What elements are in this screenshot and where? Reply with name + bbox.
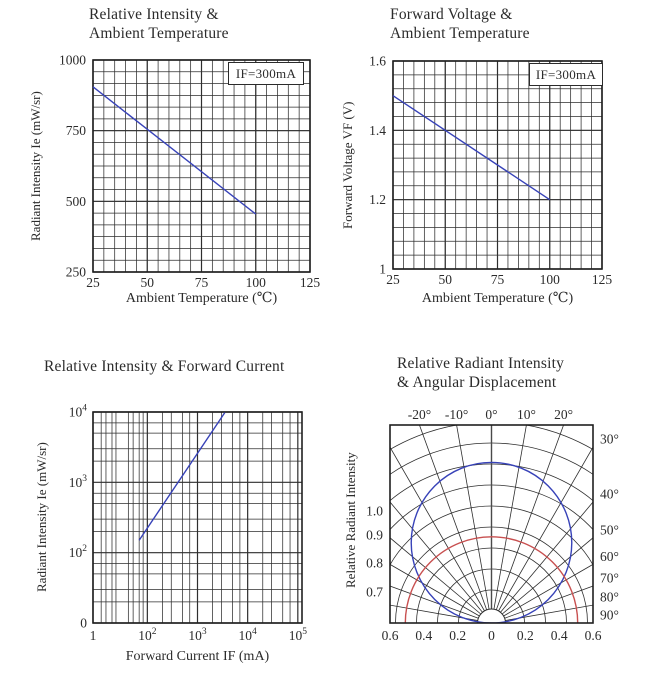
- left-intensity-label: 0.9: [366, 527, 383, 543]
- x-tick-label: 100: [245, 275, 266, 290]
- chart4-y-axis-label: Relative Radiant Intensity: [343, 452, 358, 588]
- polar-spoke: [196, 571, 478, 621]
- series-line: [93, 87, 256, 214]
- chart3-title: Relative Intensity & Forward Current: [44, 358, 285, 375]
- x-tick-label: 100: [539, 272, 560, 287]
- y-tick-label: $10^4$: [68, 403, 87, 420]
- right-angle-label: 60°: [600, 548, 619, 564]
- chart1-title: [89, 5, 229, 43]
- right-angle-label: 70°: [600, 570, 619, 586]
- chart1-condition-legend: IF=300mA: [228, 62, 304, 85]
- chart1-title-line2: Ambient Temperature: [89, 25, 229, 42]
- series-line: [393, 96, 550, 200]
- linear-chart-1: [59, 53, 320, 291]
- left-intensity-label: 0.7: [366, 584, 383, 600]
- x-tick-label: 125: [299, 275, 321, 290]
- bottom-radius-label: 0.4: [415, 628, 433, 643]
- top-angle-label: 0°: [485, 407, 498, 422]
- left-intensity-label: 1.0: [366, 503, 383, 519]
- top-angle-label: -20°: [407, 407, 432, 422]
- x-tick-label: 75: [194, 275, 209, 290]
- bottom-radius-label: 0: [488, 628, 495, 643]
- top-angle-label: 20°: [554, 407, 574, 422]
- right-angle-label: 40°: [600, 486, 619, 502]
- x-tick-label: $10^4$: [238, 627, 257, 643]
- x-tick-label: 25: [386, 272, 400, 287]
- y-tick-label: 1000: [59, 52, 86, 68]
- x-tick-label: $10^3$: [188, 627, 207, 643]
- left-intensity-label: 0.8: [366, 555, 383, 571]
- right-angle-label: 30°: [600, 431, 619, 447]
- bottom-radius-label: 0.2: [449, 628, 467, 643]
- chart2-condition-legend: IF=300mA: [529, 63, 603, 86]
- top-angle-label: 10°: [516, 407, 536, 422]
- polar-spoke: [505, 571, 645, 621]
- polar-spoke: [502, 430, 645, 614]
- y-tick-label: $10^2$: [68, 544, 87, 561]
- x-tick-label: 75: [490, 272, 505, 287]
- chart2-y-axis-label: Forward Voltage VF (V): [340, 101, 355, 229]
- chart4-title-line2: & Angular Displacement: [397, 374, 557, 391]
- top-angle-label: -10°: [444, 407, 469, 422]
- x-tick-label: 50: [438, 272, 452, 287]
- y-tick-label: 250: [65, 264, 86, 280]
- bottom-radius-label: 0.4: [550, 628, 568, 643]
- chart1-x-axis-label: Ambient Temperature (℃): [125, 291, 278, 306]
- chart4-title: [397, 354, 564, 392]
- polar-arc: [312, 443, 645, 683]
- x-tick-label: 125: [591, 272, 613, 287]
- chart1-title-line1: Relative Intensity &: [89, 6, 219, 23]
- chart3-x-axis-label: Forward Current IF (mA): [125, 649, 270, 664]
- x-tick-label: $10^2$: [138, 627, 157, 643]
- x-tick-label: 25: [86, 275, 100, 290]
- chart3-y-axis-label: Radiant Intensity Ie (mW/sr): [34, 442, 49, 593]
- chart4-title-line1: Relative Radiant Intensity: [397, 355, 565, 372]
- polar-arc: [333, 464, 645, 683]
- chart2-title-line2: Ambient Temperature: [390, 25, 530, 42]
- series-line: [139, 413, 225, 541]
- y-tick-label: 1: [379, 261, 386, 277]
- y-tick-label: 500: [65, 193, 86, 209]
- x-tick-label: 50: [140, 275, 154, 290]
- polar-spoke: [499, 363, 642, 611]
- linear-chart-2: [369, 54, 612, 288]
- chart2-title-line1: Forward Voltage &: [390, 6, 513, 23]
- bottom-radius-label: 0.6: [381, 628, 399, 643]
- right-angle-label: 90°: [600, 607, 619, 623]
- y-tick-label: 0: [80, 615, 87, 631]
- x-tick-label: 1: [89, 628, 97, 643]
- bottom-radius-label: 0.2: [516, 628, 534, 643]
- y-tick-label: 1.6: [369, 53, 386, 69]
- polar-spoke: [342, 363, 485, 611]
- polar-spoke: [500, 393, 645, 612]
- right-angle-label: 50°: [600, 522, 619, 538]
- loglog-chart: [69, 404, 307, 644]
- y-tick-label: 1.2: [369, 192, 386, 208]
- chart2-title: [390, 5, 530, 43]
- x-tick-label: $10^5$: [288, 627, 307, 643]
- y-tick-label: 1.4: [369, 122, 386, 138]
- right-angle-label: 80°: [600, 589, 619, 605]
- y-tick-label: 750: [65, 123, 86, 139]
- y-tick-label: $10^3$: [68, 473, 87, 490]
- chart1-y-axis-label: Radiant Intensity Ie (mW/sr): [28, 91, 43, 241]
- chart2-x-axis-label: Ambient Temperature (℃): [421, 291, 574, 306]
- bottom-radius-label: 0.6: [584, 628, 602, 643]
